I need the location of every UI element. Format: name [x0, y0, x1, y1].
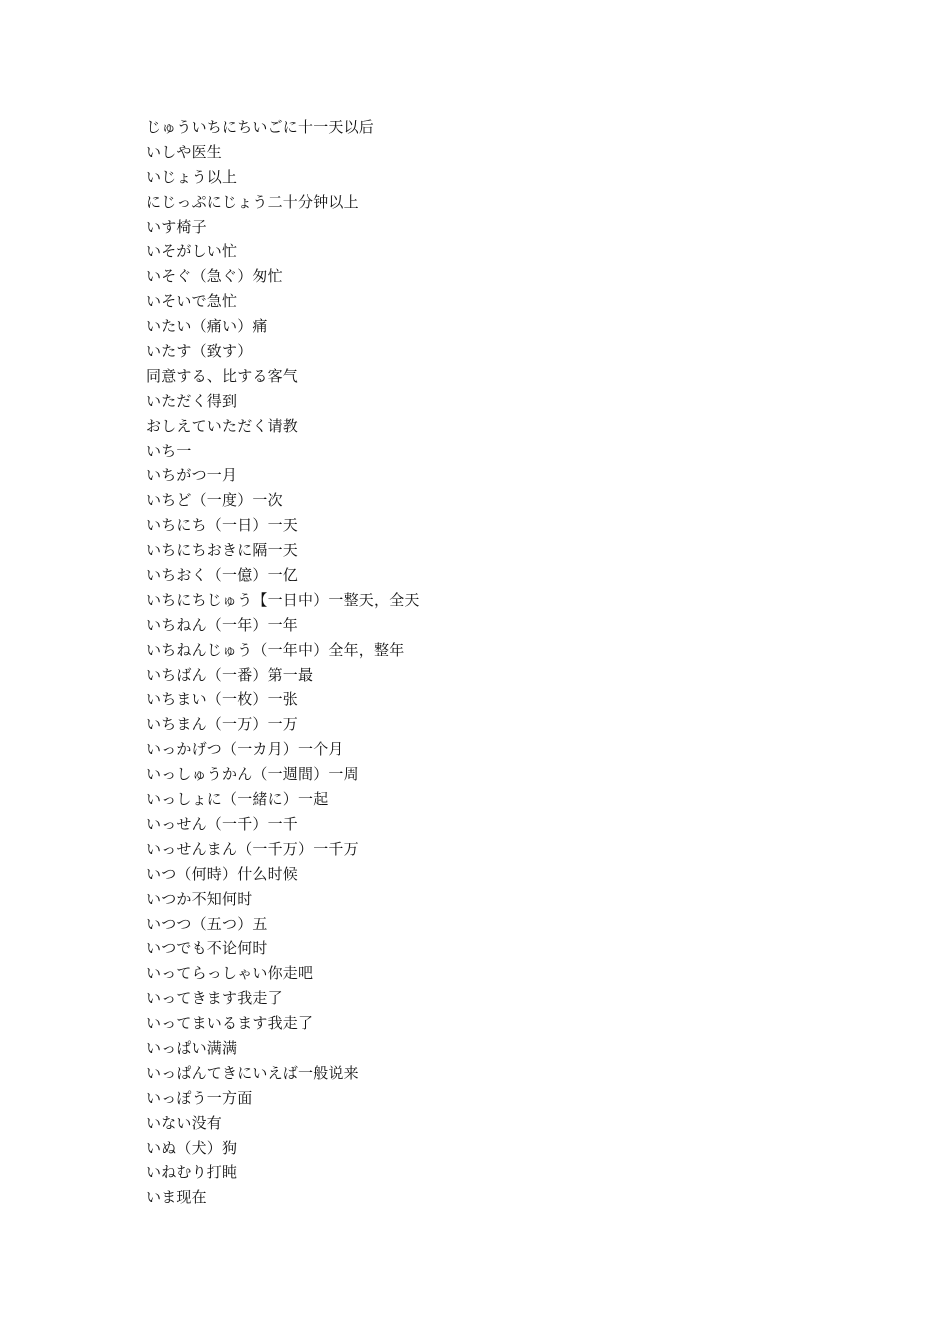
list-item: いそぐ（急ぐ）匆忙 — [146, 267, 283, 286]
list-item: いっしょに（一緒に）一起 — [146, 790, 329, 809]
list-item: にじっぷにじょう二十分钟以上 — [146, 192, 359, 211]
list-item: おしえていただく请教 — [146, 416, 299, 435]
list-item: いち一 — [146, 441, 192, 460]
list-item: いっしゅうかん（一週間）一周 — [146, 765, 359, 784]
list-item: いしや医生 — [146, 142, 223, 161]
list-item: いっかげつ（一カ月）一个月 — [146, 740, 344, 759]
list-item: いちにちじゅう【一日中）一整天，全天 — [146, 590, 420, 609]
list-item: いす椅子 — [146, 217, 207, 236]
list-item: いっぱんてきにいえば一般说来 — [146, 1063, 359, 1082]
list-item: いっぱい满满 — [146, 1038, 238, 1057]
list-item: いちまい（一枚）一张 — [146, 690, 299, 709]
list-item: いただく得到 — [146, 391, 238, 410]
list-item: いちねん（一年）一年 — [146, 615, 299, 634]
list-item: いっせん（一千）一千 — [146, 814, 299, 833]
list-item: いたす（致す） — [146, 342, 253, 361]
list-item: いつでも不论何时 — [146, 939, 268, 958]
list-item: いない没有 — [146, 1113, 223, 1132]
list-item: いちど（一度）一次 — [146, 491, 283, 510]
vocabulary-list — [146, 115, 846, 1210]
list-item: いねむり打盹 — [146, 1163, 238, 1182]
list-item: いちにち（一日）一天 — [146, 516, 299, 535]
list-item: いつつ（五つ）五 — [146, 914, 268, 933]
list-item: じゅういちにちいごに十一天以后 — [146, 118, 375, 136]
list-item: いちばん（一番）第一最 — [146, 665, 314, 684]
list-item: いちおく（一億）一亿 — [146, 566, 299, 585]
list-item: いちねんじゅう（一年中）全年，整年 — [146, 640, 405, 659]
list-item: いっぽう一方面 — [146, 1088, 253, 1107]
list-item: いそいで急忙 — [146, 292, 238, 311]
list-item: いちがつ一月 — [146, 466, 238, 485]
list-item: いってらっしゃい你走吧 — [146, 964, 314, 983]
list-item: いま现在 — [146, 1188, 207, 1207]
list-item: いそがしい忙 — [146, 242, 238, 261]
list-item: いたい（痛い）痛 — [146, 317, 268, 336]
list-item: いってきます我走了 — [146, 989, 283, 1008]
list-item: いぬ（犬）狗 — [146, 1138, 238, 1157]
list-item: いちまん（一万）一万 — [146, 715, 299, 734]
list-item: いつ（何時）什么时候 — [146, 864, 299, 883]
list-item: いつか不知何时 — [146, 889, 253, 908]
list-item: いってまいるます我走了 — [146, 1014, 314, 1033]
list-item: いじょう以上 — [146, 167, 238, 186]
list-item: いっせんまん（一千万）一千万 — [146, 839, 359, 858]
list-item: 同意する、比する客气 — [146, 366, 299, 385]
list-item: いちにちおきに隔一天 — [146, 541, 299, 560]
